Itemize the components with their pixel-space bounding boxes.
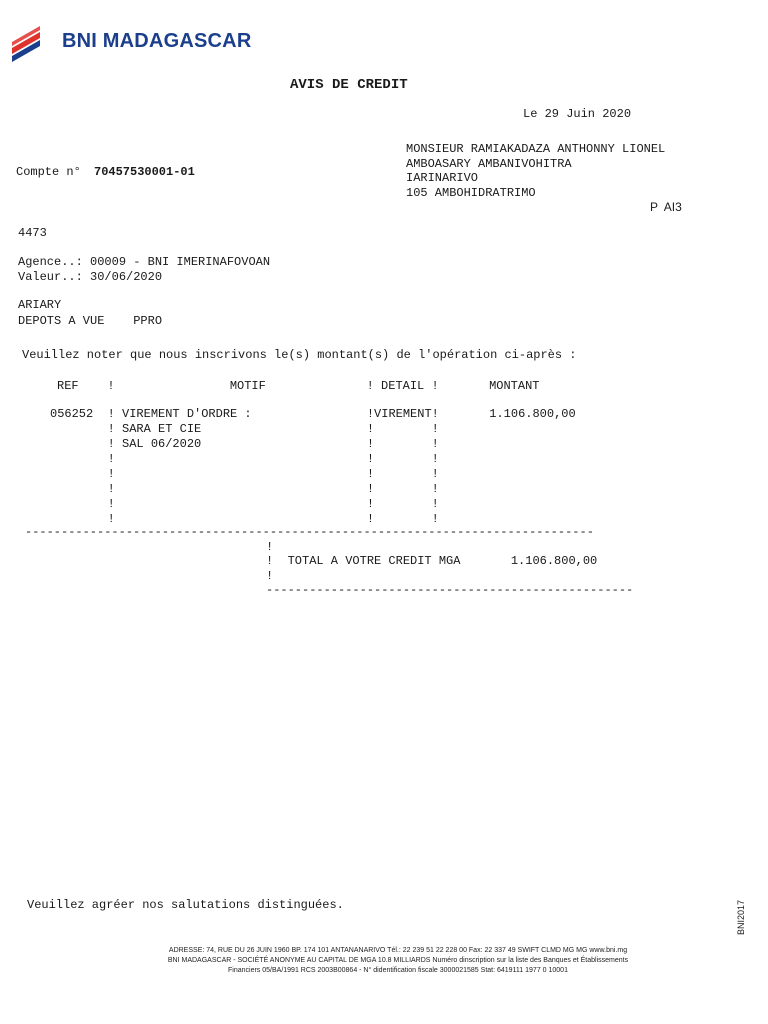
- table-separator: -------------------------------------------------------------------------------: [25, 525, 594, 539]
- closing-salutation: Veuillez agréer nos salutations distinguées.: [27, 898, 344, 912]
- account-label: Compte n°: [16, 165, 81, 179]
- footer-address: ADRESSE: 74, RUE DU 26 JUIN 1960 BP. 174 101 ANTANANARIVO Tél.: 22 239 51 22 228 00 Fax: 22 337 49 SWIFT CLMD MG MG www.bni.mg: [168, 947, 628, 954]
- table-row: ! ! !: [50, 497, 439, 511]
- recipient-line: MONSIEUR RAMIAKADAZA ANTHONNY LIONEL: [406, 142, 666, 156]
- account-number: 70457530001-01: [94, 165, 195, 179]
- table-row: ! ! !: [50, 452, 439, 466]
- table-row: ! SAL 06/2020 ! !: [50, 437, 439, 451]
- total-line: !: [266, 540, 274, 554]
- value-date-line: Valeur..: 30/06/2020: [18, 270, 163, 284]
- table-header: REF ! MOTIF ! DETAIL ! MONTANT: [57, 379, 540, 393]
- footer-registration: Financiers 05/BA/1991 RCS 2003B00864 - N° didentification fiscale 3000021585 Stat: 6419111 1977 0 10001: [228, 967, 568, 974]
- bank-logo-mark: [10, 20, 50, 64]
- table-row: ! ! !: [50, 467, 439, 481]
- total-line: !: [266, 569, 274, 583]
- intro-sentence: Veuillez noter que nous inscrivons le(s) montant(s) de l'opération ci-après :: [22, 348, 577, 362]
- account-type: DEPOTS A VUE PPRO: [18, 314, 163, 328]
- document-code: P AI3: [650, 200, 682, 214]
- document-title: AVIS DE CREDIT: [290, 77, 408, 93]
- table-row: ! SARA ET CIE ! !: [50, 422, 439, 436]
- bank-name: BNI MADAGASCAR: [62, 30, 252, 52]
- total-separator: ---------------------------------------------------: [266, 583, 634, 597]
- document-date: Le 29 Juin 2020: [523, 107, 632, 121]
- reference-code: 4473: [18, 226, 47, 240]
- recipient-line: AMBOASARY AMBANIVOHITRA: [406, 157, 572, 171]
- total-line: ! TOTAL A VOTRE CREDIT MGA 1.106.800,00: [266, 554, 598, 568]
- bank-logo: [10, 20, 320, 65]
- recipient-line: 105 AMBOHIDRATRIMO: [406, 186, 536, 200]
- form-code: BNI2017: [736, 899, 746, 935]
- table-row: ! ! !: [50, 482, 439, 496]
- currency: ARIARY: [18, 298, 62, 312]
- table-row: 056252 ! VIREMENT D'ORDRE : !VIREMENT! 1.106.800,00: [50, 407, 576, 421]
- table-row: ! ! !: [50, 512, 439, 526]
- footer-legal: BNI MADAGASCAR - SOCIÉTÉ ANONYME AU CAPITAL DE MGA 10.8 MILLIARDS Numéro dinscription sur la liste des Banques et Établissements: [167, 957, 629, 964]
- recipient-line: IARINARIVO: [406, 171, 479, 185]
- agency-line: Agence..: 00009 - BNI IMERINAFOVOAN: [18, 255, 271, 269]
